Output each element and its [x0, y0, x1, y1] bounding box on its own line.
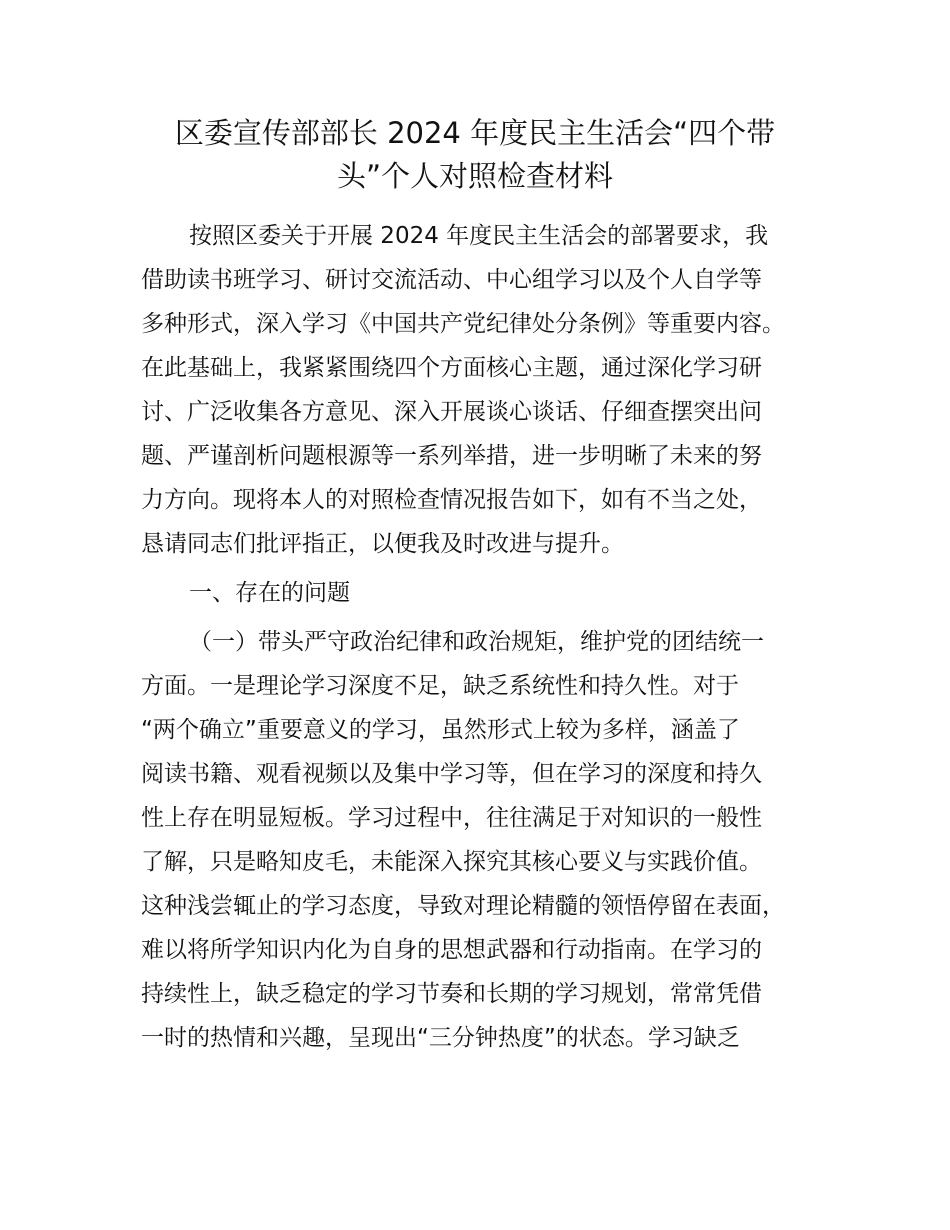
- body-line: 按照区委关于开展 2024 年度民主生活会的部署要求，我: [189, 223, 769, 249]
- document-body: [141, 214, 841, 1060]
- body-line: 性上存在明显短板。学习过程中，往往满足于对知识的一般性: [141, 805, 762, 831]
- title-line-1: 区委宣传部部长 2024 年度民主生活会“四个带: [174, 116, 776, 150]
- body-line: 力方向。现将本人的对照检查情况报告如下，如有不当之处，: [141, 487, 762, 513]
- section-heading: 一、存在的问题: [189, 580, 350, 606]
- body-line: 恳请同志们批评指正，以便我及时改进与提升。: [141, 531, 624, 557]
- body-line: 一时的热情和兴趣，呈现出“三分钟热度”的状态。学习缺乏: [141, 1025, 740, 1051]
- body-line: “两个确立”重要意义的学习，虽然形式上较为多样，涵盖了: [141, 717, 740, 743]
- body-line: 借助读书班学习、研讨交流活动、中心组学习以及个人自学等: [141, 267, 762, 293]
- body-line: 了解，只是略知皮毛，未能深入探究其核心要义与实践价值。: [141, 849, 762, 875]
- body-line: 讨、广泛收集各方意见、深入开展谈心谈话、仔细查摆突出问: [141, 399, 762, 425]
- body-line: 在此基础上，我紧紧围绕四个方面核心主题，通过深化学习研: [141, 355, 762, 381]
- body-line: （一）带头严守政治纪律和政治规矩，维护党的团结统一: [189, 629, 764, 655]
- body-line: 方面。一是理论学习深度不足，缺乏系统性和持久性。对于: [141, 673, 739, 699]
- body-line: 持续性上，缺乏稳定的学习节奏和长期的学习规划，常常凭借: [141, 981, 762, 1007]
- body-line: 多种形式，深入学习《中国共产党纪律处分条例》等重要内容。: [141, 311, 785, 337]
- title-line-2: 头”个人对照检查材料: [336, 159, 614, 193]
- body-line: 难以将所学知识内化为自身的思想武器和行动指南。在学习的: [141, 937, 762, 963]
- body-line: 这种浅尝辄止的学习态度，导致对理论精髓的领悟停留在表面，: [141, 893, 785, 919]
- body-line: 题、严谨剖析问题根源等一系列举措，进一步明晰了未来的努: [141, 443, 762, 469]
- document-title: [130, 112, 820, 198]
- body-line: 阅读书籍、观看视频以及集中学习等，但在学习的深度和持久: [141, 761, 762, 787]
